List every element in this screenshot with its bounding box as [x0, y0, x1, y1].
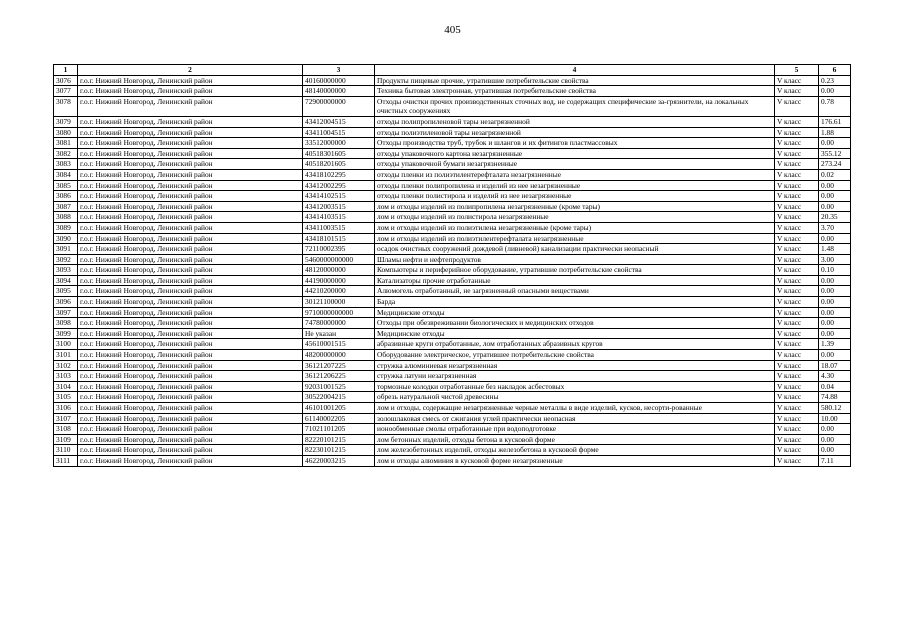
waste-code-cell: 43418102295 [303, 169, 375, 180]
waste-description-cell: отходы упаковочной бумаги незагрязненные [375, 159, 775, 170]
hazard-class-cell: V класс [775, 403, 819, 414]
row-number-cell: 3092 [54, 254, 78, 265]
waste-description-cell: отходы пленки из полиэтилентерефталата незагрязненные [375, 169, 775, 180]
waste-code-cell: 44210200000 [303, 286, 375, 297]
row-number-cell: 3099 [54, 328, 78, 339]
waste-description-cell: отходы пленки полипропилена и изделий из нее незагрязненные [375, 180, 775, 191]
district-cell: г.о.г. Нижний Новгород, Ленинский район [78, 86, 303, 97]
district-cell: г.о.г. Нижний Новгород, Ленинский район [78, 339, 303, 350]
table-row [54, 222, 851, 233]
waste-description-cell: лом и отходы изделий из полиэтилена незагрязненные (кроме тары) [375, 222, 775, 233]
amount-cell: 0.00 [819, 445, 851, 456]
amount-cell: 0.00 [819, 350, 851, 361]
row-number-cell: 3084 [54, 169, 78, 180]
row-number-cell: 3109 [54, 434, 78, 445]
table-row [54, 286, 851, 297]
table-row [54, 413, 851, 424]
row-number-cell: 3085 [54, 180, 78, 191]
waste-code-cell: 48200000000 [303, 350, 375, 361]
district-cell: г.о.г. Нижний Новгород, Ленинский район [78, 96, 303, 116]
table-row [54, 244, 851, 255]
amount-cell: 7.11 [819, 455, 851, 466]
table-row [54, 392, 851, 403]
waste-description-cell: Техника бытовая электронная, утратившая потребительские свойства [375, 86, 775, 97]
waste-description-cell: лом и отходы, содержащие незагрязненные черные металлы в виде изделий, кусков, несорти-рованные [375, 403, 775, 414]
waste-description-cell: стружка алюминиевая незагрязненная [375, 360, 775, 371]
waste-description-cell: Барда [375, 297, 775, 308]
row-number-cell: 3090 [54, 233, 78, 244]
table-row [54, 275, 851, 286]
waste-code-cell: 36121206225 [303, 371, 375, 382]
row-number-cell: 3078 [54, 96, 78, 116]
table-row [54, 191, 851, 202]
table-row [54, 455, 851, 466]
hazard-class-cell: V класс [775, 265, 819, 276]
table-row [54, 116, 851, 127]
page-number: 405 [444, 24, 461, 36]
hazard-class-cell: V класс [775, 275, 819, 286]
row-number-cell: 3095 [54, 286, 78, 297]
hazard-class-cell: V класс [775, 350, 819, 361]
row-number-cell: 3083 [54, 159, 78, 170]
district-cell: г.о.г. Нижний Новгород, Ленинский район [78, 180, 303, 191]
amount-cell: 355.12 [819, 148, 851, 159]
waste-description-cell: отходы полиэтиленовой тары незагрязненной [375, 127, 775, 138]
waste-code-cell: 43412003515 [303, 201, 375, 212]
district-cell: г.о.г. Нижний Новгород, Ленинский район [78, 307, 303, 318]
waste-code-cell: 44190000000 [303, 275, 375, 286]
waste-description-cell: Продукты пищевые прочие, утратившие потребительские свойства [375, 75, 775, 86]
district-cell: г.о.г. Нижний Новгород, Ленинский район [78, 392, 303, 403]
waste-code-cell: 30121100000 [303, 297, 375, 308]
hazard-class-cell: V класс [775, 413, 819, 424]
waste-description-cell: стружка латуни незагрязненная [375, 371, 775, 382]
table-header [54, 65, 851, 76]
hazard-class-cell: V класс [775, 381, 819, 392]
table-row [54, 307, 851, 318]
amount-cell: 3.00 [819, 254, 851, 265]
waste-description-cell: отходы полипропиленовой тары незагрязненной [375, 116, 775, 127]
district-cell: г.о.г. Нижний Новгород, Ленинский район [78, 233, 303, 244]
hazard-class-cell: V класс [775, 127, 819, 138]
hazard-class-cell: V класс [775, 244, 819, 255]
amount-cell: 0.00 [819, 275, 851, 286]
table-row [54, 445, 851, 456]
row-number-cell: 3102 [54, 360, 78, 371]
hazard-class-cell: V класс [775, 75, 819, 86]
district-cell: г.о.г. Нижний Новгород, Ленинский район [78, 116, 303, 127]
waste-code-cell: 40160000000 [303, 75, 375, 86]
district-cell: г.о.г. Нижний Новгород, Ленинский район [78, 138, 303, 149]
amount-cell: 4.30 [819, 371, 851, 382]
amount-cell: 0.00 [819, 434, 851, 445]
district-cell: г.о.г. Нижний Новгород, Ленинский район [78, 222, 303, 233]
hazard-class-cell: V класс [775, 371, 819, 382]
waste-code-cell: 36121207225 [303, 360, 375, 371]
waste-code-cell: 40518201605 [303, 159, 375, 170]
table-row [54, 318, 851, 329]
district-cell: г.о.г. Нижний Новгород, Ленинский район [78, 350, 303, 361]
hazard-class-cell: V класс [775, 360, 819, 371]
district-cell: г.о.г. Нижний Новгород, Ленинский район [78, 169, 303, 180]
header-col-5: 5 [775, 65, 819, 76]
amount-cell: 74.88 [819, 392, 851, 403]
district-cell: г.о.г. Нижний Новгород, Ленинский район [78, 212, 303, 223]
waste-description-cell: лом и отходы изделий из полистирола незагрязненные [375, 212, 775, 223]
district-cell: г.о.г. Нижний Новгород, Ленинский район [78, 381, 303, 392]
row-number-cell: 3098 [54, 318, 78, 329]
waste-code-cell: 33512000000 [303, 138, 375, 149]
table-row [54, 381, 851, 392]
waste-description-cell: Отходы при обезвреживании биологических и медицинских отходов [375, 318, 775, 329]
waste-description-cell: абразивные круги отработанные, лом отработанных абразивных кругов [375, 339, 775, 350]
district-cell: г.о.г. Нижний Новгород, Ленинский район [78, 318, 303, 329]
waste-code-cell: 46101001205 [303, 403, 375, 414]
waste-code-cell: 43412004515 [303, 116, 375, 127]
waste-code-cell: 82220101215 [303, 434, 375, 445]
district-cell: г.о.г. Нижний Новгород, Ленинский район [78, 254, 303, 265]
hazard-class-cell: V класс [775, 318, 819, 329]
hazard-class-cell: V класс [775, 392, 819, 403]
amount-cell: 3.70 [819, 222, 851, 233]
hazard-class-cell: V класс [775, 116, 819, 127]
header-row [54, 65, 851, 76]
amount-cell: 1.39 [819, 339, 851, 350]
waste-code-cell: 74780000000 [303, 318, 375, 329]
row-number-cell: 3094 [54, 275, 78, 286]
hazard-class-cell: V класс [775, 328, 819, 339]
table-row [54, 371, 851, 382]
row-number-cell: 3104 [54, 381, 78, 392]
district-cell: г.о.г. Нижний Новгород, Ленинский район [78, 328, 303, 339]
table-row [54, 424, 851, 435]
table-row [54, 254, 851, 265]
waste-code-cell: 40518301605 [303, 148, 375, 159]
hazard-class-cell: V класс [775, 201, 819, 212]
row-number-cell: 3077 [54, 86, 78, 97]
row-number-cell: 3081 [54, 138, 78, 149]
waste-code-cell: 5460000000000 [303, 254, 375, 265]
amount-cell: 0.00 [819, 328, 851, 339]
hazard-class-cell: V класс [775, 307, 819, 318]
row-number-cell: 3110 [54, 445, 78, 456]
header-col-1: 1 [54, 65, 78, 76]
waste-code-cell: 72900000000 [303, 96, 375, 116]
header-col-4: 4 [375, 65, 775, 76]
amount-cell: 580.12 [819, 403, 851, 414]
district-cell: г.о.г. Нижний Новгород, Ленинский район [78, 286, 303, 297]
waste-code-cell: 45610001515 [303, 339, 375, 350]
district-cell: г.о.г. Нижний Новгород, Ленинский район [78, 148, 303, 159]
table-row [54, 233, 851, 244]
hazard-class-cell: V класс [775, 222, 819, 233]
waste-description-cell: Компьютеры и периферийное оборудование, утратившие потребительские свойства [375, 265, 775, 276]
district-cell: г.о.г. Нижний Новгород, Ленинский район [78, 191, 303, 202]
district-cell: г.о.г. Нижний Новгород, Ленинский район [78, 127, 303, 138]
row-number-cell: 3089 [54, 222, 78, 233]
waste-description-cell: Медицинские отходы [375, 307, 775, 318]
waste-description-cell: отходы упаковочного картона незагрязненные [375, 148, 775, 159]
waste-description-cell: золошлаковая смесь от сжигания углей практически неопасная [375, 413, 775, 424]
hazard-class-cell: V класс [775, 86, 819, 97]
waste-code-cell: 46220003215 [303, 455, 375, 466]
waste-description-cell: осадок очистных сооружений дождевой (ливневой) канализации практически неопасный [375, 244, 775, 255]
hazard-class-cell: V класс [775, 96, 819, 116]
header-col-2: 2 [78, 65, 303, 76]
waste-description-cell: Отходы производства труб, трубок и шлангов и их фитингов пластмассовых [375, 138, 775, 149]
amount-cell: 0.00 [819, 307, 851, 318]
district-cell: г.о.г. Нижний Новгород, Ленинский район [78, 75, 303, 86]
waste-code-cell: 48120000000 [303, 265, 375, 276]
district-cell: г.о.г. Нижний Новгород, Ленинский район [78, 201, 303, 212]
row-number-cell: 3105 [54, 392, 78, 403]
waste-code-cell: 30522004215 [303, 392, 375, 403]
district-cell: г.о.г. Нижний Новгород, Ленинский район [78, 275, 303, 286]
waste-description-cell: лом и отходы изделий из полипропилена незагрязненные (кроме тары) [375, 201, 775, 212]
amount-cell: 0.00 [819, 318, 851, 329]
district-cell: г.о.г. Нижний Новгород, Ленинский район [78, 434, 303, 445]
hazard-class-cell: V класс [775, 434, 819, 445]
table-row [54, 127, 851, 138]
hazard-class-cell: V класс [775, 159, 819, 170]
amount-cell: 18.07 [819, 360, 851, 371]
hazard-class-cell: V класс [775, 445, 819, 456]
header-col-3: 3 [303, 65, 375, 76]
row-number-cell: 3111 [54, 455, 78, 466]
row-number-cell: 3076 [54, 75, 78, 86]
hazard-class-cell: V класс [775, 169, 819, 180]
table-row [54, 180, 851, 191]
district-cell: г.о.г. Нижний Новгород, Ленинский район [78, 297, 303, 308]
waste-description-cell: обрезь натуральной чистой древесины [375, 392, 775, 403]
amount-cell: 0.00 [819, 191, 851, 202]
amount-cell: 10.00 [819, 413, 851, 424]
waste-description-cell: лом бетонных изделий, отходы бетона в кусковой форме [375, 434, 775, 445]
waste-code-cell: 43418101515 [303, 233, 375, 244]
row-number-cell: 3079 [54, 116, 78, 127]
table-row [54, 297, 851, 308]
amount-cell: 0.78 [819, 96, 851, 116]
waste-table [53, 64, 851, 467]
row-number-cell: 3096 [54, 297, 78, 308]
district-cell: г.о.г. Нижний Новгород, Ленинский район [78, 424, 303, 435]
hazard-class-cell: V класс [775, 455, 819, 466]
waste-description-cell: ионообменные смолы отработанные при водоподготовке [375, 424, 775, 435]
hazard-class-cell: V класс [775, 233, 819, 244]
district-cell: г.о.г. Нижний Новгород, Ленинский район [78, 371, 303, 382]
table-row [54, 75, 851, 86]
waste-description-cell: Оборудование электрическое, утратившее потребительские свойства [375, 350, 775, 361]
table-row [54, 434, 851, 445]
table-row [54, 169, 851, 180]
waste-code-cell: 48140000000 [303, 86, 375, 97]
hazard-class-cell: V класс [775, 180, 819, 191]
table-row [54, 138, 851, 149]
district-cell: г.о.г. Нижний Новгород, Ленинский район [78, 455, 303, 466]
amount-cell: 0.00 [819, 297, 851, 308]
waste-code-cell: 82230101215 [303, 445, 375, 456]
waste-description-cell: отходы пленки полистирола и изделий из нее незагрязненные [375, 191, 775, 202]
waste-code-cell: 43411003515 [303, 222, 375, 233]
hazard-class-cell: V класс [775, 286, 819, 297]
table-row [54, 201, 851, 212]
row-number-cell: 3080 [54, 127, 78, 138]
amount-cell: 0.00 [819, 286, 851, 297]
amount-cell: 0.00 [819, 424, 851, 435]
waste-description-cell: Отходы очистки прочих производственных сточных вод, не содержащих специфические за-грязнители, на локальных очистных сооружениях [375, 96, 775, 116]
waste-description-cell: Медицинские отходы [375, 328, 775, 339]
waste-description-cell: Шламы нефти и нефтепродуктов [375, 254, 775, 265]
district-cell: г.о.г. Нижний Новгород, Ленинский район [78, 403, 303, 414]
amount-cell: 20.35 [819, 212, 851, 223]
district-cell: г.о.г. Нижний Новгород, Ленинский район [78, 413, 303, 424]
amount-cell: 0.00 [819, 233, 851, 244]
row-number-cell: 3101 [54, 350, 78, 361]
waste-description-cell: лом железобетонных изделий, отходы железобетона в кусковой форме [375, 445, 775, 456]
row-number-cell: 3091 [54, 244, 78, 255]
waste-code-cell: 92031001525 [303, 381, 375, 392]
hazard-class-cell: V класс [775, 191, 819, 202]
waste-code-cell: 43414102515 [303, 191, 375, 202]
amount-cell: 0.02 [819, 169, 851, 180]
waste-code-cell: 71021101205 [303, 424, 375, 435]
hazard-class-cell: V класс [775, 138, 819, 149]
district-cell: г.о.г. Нижний Новгород, Ленинский район [78, 265, 303, 276]
table-row [54, 350, 851, 361]
waste-description-cell: лом и отходы алюминия в кусковой форме незагрязненные [375, 455, 775, 466]
district-cell: г.о.г. Нижний Новгород, Ленинский район [78, 244, 303, 255]
hazard-class-cell: V класс [775, 424, 819, 435]
amount-cell: 0.04 [819, 381, 851, 392]
hazard-class-cell: V класс [775, 297, 819, 308]
amount-cell: 0.23 [819, 75, 851, 86]
amount-cell: 1.48 [819, 244, 851, 255]
waste-code-cell: 43412002295 [303, 180, 375, 191]
district-cell: г.о.г. Нижний Новгород, Ленинский район [78, 159, 303, 170]
header-col-6: 6 [819, 65, 851, 76]
waste-code-cell: 43414103515 [303, 212, 375, 223]
amount-cell: 1.88 [819, 127, 851, 138]
waste-description-cell: лом и отходы изделий из полиэтилентерефталата незагрязненные [375, 233, 775, 244]
amount-cell: 0.00 [819, 138, 851, 149]
table-row [54, 212, 851, 223]
amount-cell: 0.00 [819, 201, 851, 212]
hazard-class-cell: V класс [775, 212, 819, 223]
waste-code-cell: 9710000000000 [303, 307, 375, 318]
table-row [54, 148, 851, 159]
table-row [54, 403, 851, 414]
waste-description-cell: Алюмогель отработанный, не загрязненный опасными веществами [375, 286, 775, 297]
table-row [54, 159, 851, 170]
amount-cell: 176.61 [819, 116, 851, 127]
amount-cell: 0.10 [819, 265, 851, 276]
row-number-cell: 3093 [54, 265, 78, 276]
row-number-cell: 3086 [54, 191, 78, 202]
table-row [54, 360, 851, 371]
table-body [54, 75, 851, 466]
hazard-class-cell: V класс [775, 148, 819, 159]
amount-cell: 273.24 [819, 159, 851, 170]
row-number-cell: 3088 [54, 212, 78, 223]
amount-cell: 0.00 [819, 86, 851, 97]
row-number-cell: 3106 [54, 403, 78, 414]
waste-code-cell: 72110002395 [303, 244, 375, 255]
row-number-cell: 3100 [54, 339, 78, 350]
district-cell: г.о.г. Нижний Новгород, Ленинский район [78, 445, 303, 456]
table-row [54, 339, 851, 350]
row-number-cell: 3107 [54, 413, 78, 424]
table-row [54, 96, 851, 116]
district-cell: г.о.г. Нижний Новгород, Ленинский район [78, 360, 303, 371]
table-row [54, 265, 851, 276]
hazard-class-cell: V класс [775, 254, 819, 265]
row-number-cell: 3103 [54, 371, 78, 382]
waste-code-cell: 61140002205 [303, 413, 375, 424]
waste-description-cell: тормозные колодки отработанные без накладок асбестовых [375, 381, 775, 392]
row-number-cell: 3087 [54, 201, 78, 212]
waste-code-cell: Не указан [303, 328, 375, 339]
row-number-cell: 3097 [54, 307, 78, 318]
table-row [54, 328, 851, 339]
row-number-cell: 3108 [54, 424, 78, 435]
row-number-cell: 3082 [54, 148, 78, 159]
amount-cell: 0.00 [819, 180, 851, 191]
hazard-class-cell: V класс [775, 339, 819, 350]
waste-code-cell: 43411004515 [303, 127, 375, 138]
table-row [54, 86, 851, 97]
waste-description-cell: Катализаторы прочие отработанные [375, 275, 775, 286]
